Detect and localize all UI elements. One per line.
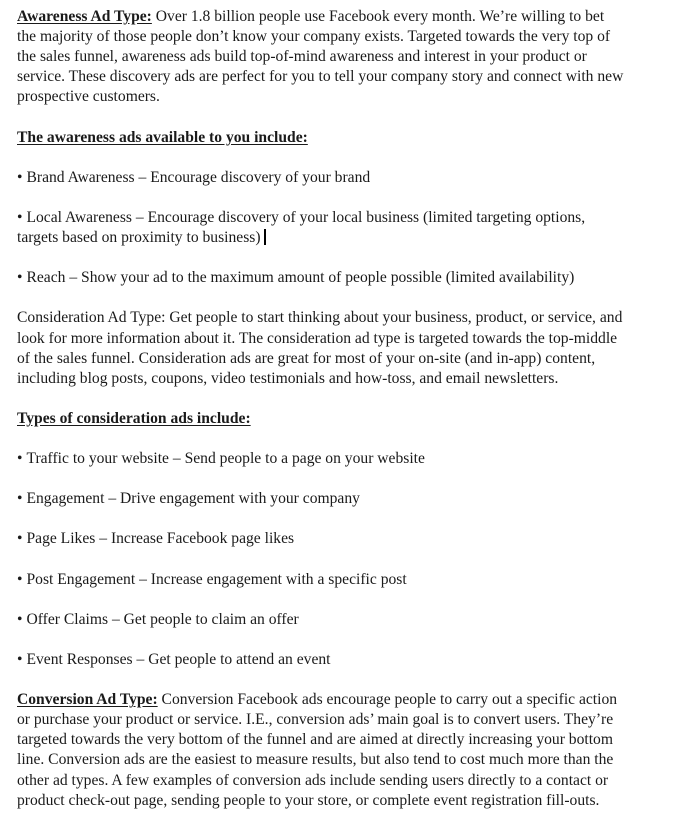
bullet-icon: • (17, 269, 23, 287)
list-item-traffic[interactable]: • Traffic to your website – Send people to a page on your website (17, 450, 425, 468)
list-item-brand-awareness[interactable]: • Brand Awareness – Encourage discovery of your brand (17, 168, 371, 186)
list-item-event-responses[interactable]: • Event Responses – Get people to attend an event (17, 651, 331, 668)
consideration-line-3: of the sales funnel. Consideration ads are great for most of your on-site (and in-app) content, (17, 349, 596, 367)
consideration-line-4: including blog posts, coupons, video testimonials and how-toss, and email newsletters. (17, 369, 559, 387)
bullet-icon: • (17, 610, 23, 628)
awareness-list-heading: The awareness ads available to you include: (17, 128, 308, 146)
awareness-line-4: service. These discovery ads are perfect for you to tell your company story and connect with new (17, 68, 624, 86)
consideration-paragraph[interactable] (17, 308, 697, 388)
awareness-line-2: the majority of those people don’t know your company exists. Targeted towards the very top of (17, 28, 611, 46)
conversion-line-4: line. Conversion ads are the easiest to measure results, but also tend to cost much more than the (17, 751, 614, 769)
bullet-icon: • (17, 570, 23, 588)
list-item-reach[interactable]: • Reach – Show your ad to the maximum amount of people possible (limited availability) (17, 269, 575, 287)
bullet-icon: • (17, 168, 23, 186)
list-item-post-engagement[interactable]: • Post Engagement – Increase engagement with a specific post (17, 570, 407, 588)
bullet-icon: • (17, 208, 23, 226)
list-item-local-awareness[interactable]: • Local Awareness – Encourage discovery of your local business (limited targeting options, targets based on proximity to business) (17, 208, 586, 247)
bullet-icon: • (17, 490, 23, 508)
bullet-icon: • (17, 530, 23, 548)
bullet-icon: • (17, 450, 23, 468)
text-cursor (264, 229, 266, 245)
awareness-line-1: Awareness Ad Type: Over 1.8 billion people use Facebook every month. We’re willing to bet (17, 8, 605, 25)
conversion-label: Conversion Ad Type: (17, 691, 158, 709)
consideration-line-2: look for more information about it. The consideration ad type is targeted towards the top-middle (17, 329, 618, 347)
conversion-paragraph[interactable] (17, 690, 697, 811)
awareness-line-5: prospective customers. (17, 88, 160, 106)
awareness-paragraph[interactable] (17, 7, 697, 107)
list-item-page-likes[interactable]: • Page Likes – Increase Facebook page likes (17, 530, 295, 548)
list-item-offer-claims[interactable]: • Offer Claims – Get people to claim an offer (17, 610, 299, 628)
document-body (17, 7, 697, 831)
bullet-icon: • (17, 651, 23, 668)
consideration-list-heading: Types of consideration ads include: (17, 409, 251, 427)
list-item-engagement[interactable]: • Engagement – Drive engagement with your company (17, 490, 360, 508)
conversion-line-6: product check-out page, sending people to your store, or complete event registration fill-outs. (17, 791, 600, 809)
conversion-line-3: targeted towards the very bottom of the funnel and are aimed at directly increasing your bottom (17, 731, 613, 749)
consideration-line-1: Consideration Ad Type: Get people to start thinking about your business, product, or service, and (17, 309, 623, 327)
conversion-line-5: other ad types. A few examples of conversion ads include sending users directly to a contact or (17, 771, 609, 789)
awareness-label: Awareness Ad Type: (17, 8, 152, 25)
conversion-line-1: Conversion Ad Type: Conversion Facebook ads encourage people to carry out a specific action (17, 691, 618, 709)
awareness-line-3: the sales funnel, awareness ads build top-of-mind awareness and interest in your product or (17, 48, 587, 66)
conversion-line-2: or purchase your product or service. I.E., conversion ads’ main goal is to convert users. They’re (17, 711, 614, 729)
